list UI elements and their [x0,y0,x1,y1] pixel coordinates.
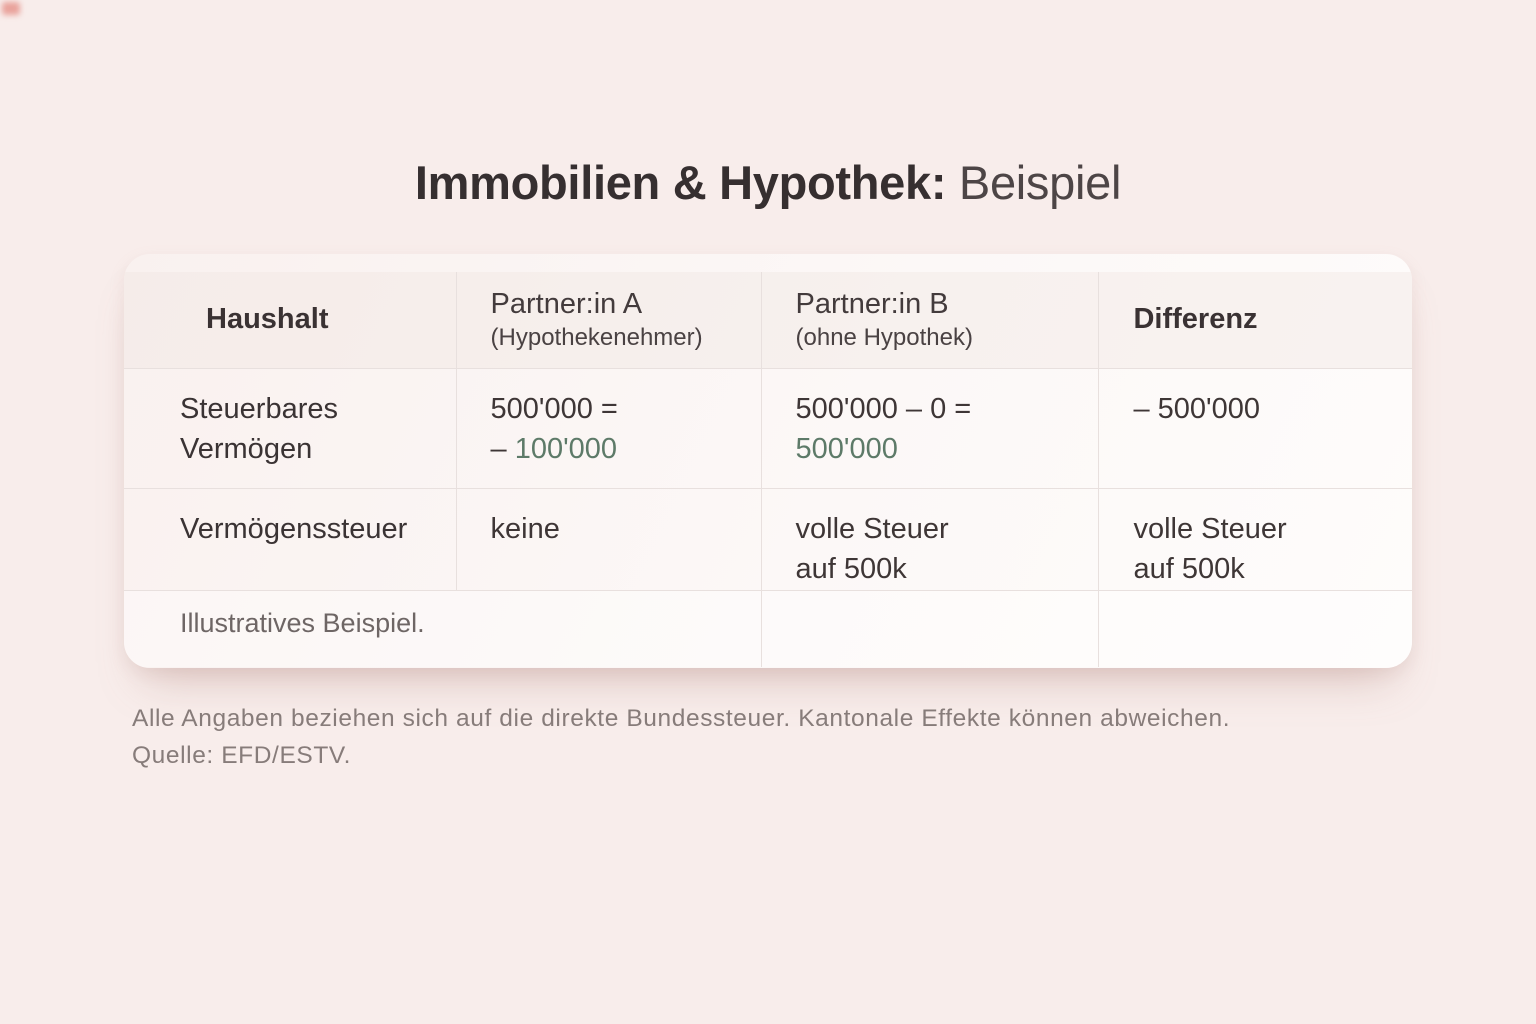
disclaimer-line-1: Alle Angaben beziehen sich auf die direkte Bundessteuer. Kantonale Effekte können abweichen. [132,705,1231,733]
cell-line [796,509,1081,549]
page-title [0,0,1536,210]
cell-text: keine [490,512,560,545]
comparison-table [124,272,1412,667]
column-header-partner-b [761,272,1099,368]
cell-text: auf 500k [795,552,907,585]
cell-differenz-steuer [1099,488,1412,590]
corner-red-artifact [2,2,20,15]
column-header-label: Partner:in B [795,287,949,320]
cell-text: volle Steuer [1133,512,1287,545]
table-row-steuerbares-vermoegen [124,368,1412,488]
row-label-line: Vermögenssteuer [180,512,408,545]
row-label-line: Steuerbares [180,392,338,425]
cell-line [1133,389,1394,429]
page-title-regular: Beispiel [958,156,1122,209]
table-row-vermoegenssteuer [124,488,1412,590]
cell-line [491,509,743,549]
column-header-haushalt [124,272,456,368]
column-header-label: Haushalt [206,303,329,336]
disclaimer-line-2: Quelle: EFD/ESTV. [132,742,351,770]
cell-value-green: 500'000 [795,432,898,465]
cell-text: – 500'000 [1133,392,1260,425]
cell-line [796,389,1081,429]
table-note: Illustratives Beispiel. [124,590,761,667]
table-note-row [124,590,1412,667]
page-title-bold: Immobilien & Hypothek: [414,156,947,209]
cell-line [796,429,1081,469]
table-header-row [124,272,1412,368]
column-header-sublabel: (Hypothekenehmer) [490,323,703,351]
table-card [124,254,1412,668]
cell-line [491,389,743,429]
cell-text: 500'000 = [490,392,618,425]
cell-partner-b-steuer [761,488,1099,590]
column-header-label: Partner:in A [490,287,643,320]
cell-text: 500'000 – 0 = [795,392,972,425]
row-label [124,488,456,590]
table-note-empty-cell [1099,590,1412,667]
column-header-label: Differenz [1133,303,1258,336]
cell-text: – [490,432,515,465]
disclaimer [124,700,1412,774]
row-label-line: Vermögen [180,432,313,465]
column-header-sublabel: (ohne Hypothek) [795,323,973,351]
cell-partner-a-vermoegen [456,368,761,488]
table-note-empty-cell [761,590,1099,667]
cell-differenz-vermoegen [1099,368,1412,488]
cell-text: volle Steuer [795,512,949,545]
cell-partner-b-vermoegen [761,368,1099,488]
row-label [124,368,456,488]
cell-line [1133,549,1394,589]
cell-line [796,549,1081,589]
cell-line [491,429,743,469]
column-header-partner-a [456,272,761,368]
cell-line [1133,509,1394,549]
cell-value-green: 100'000 [514,432,618,465]
cell-partner-a-steuer [456,488,761,590]
column-header-differenz [1099,272,1412,368]
cell-text: auf 500k [1133,552,1245,585]
